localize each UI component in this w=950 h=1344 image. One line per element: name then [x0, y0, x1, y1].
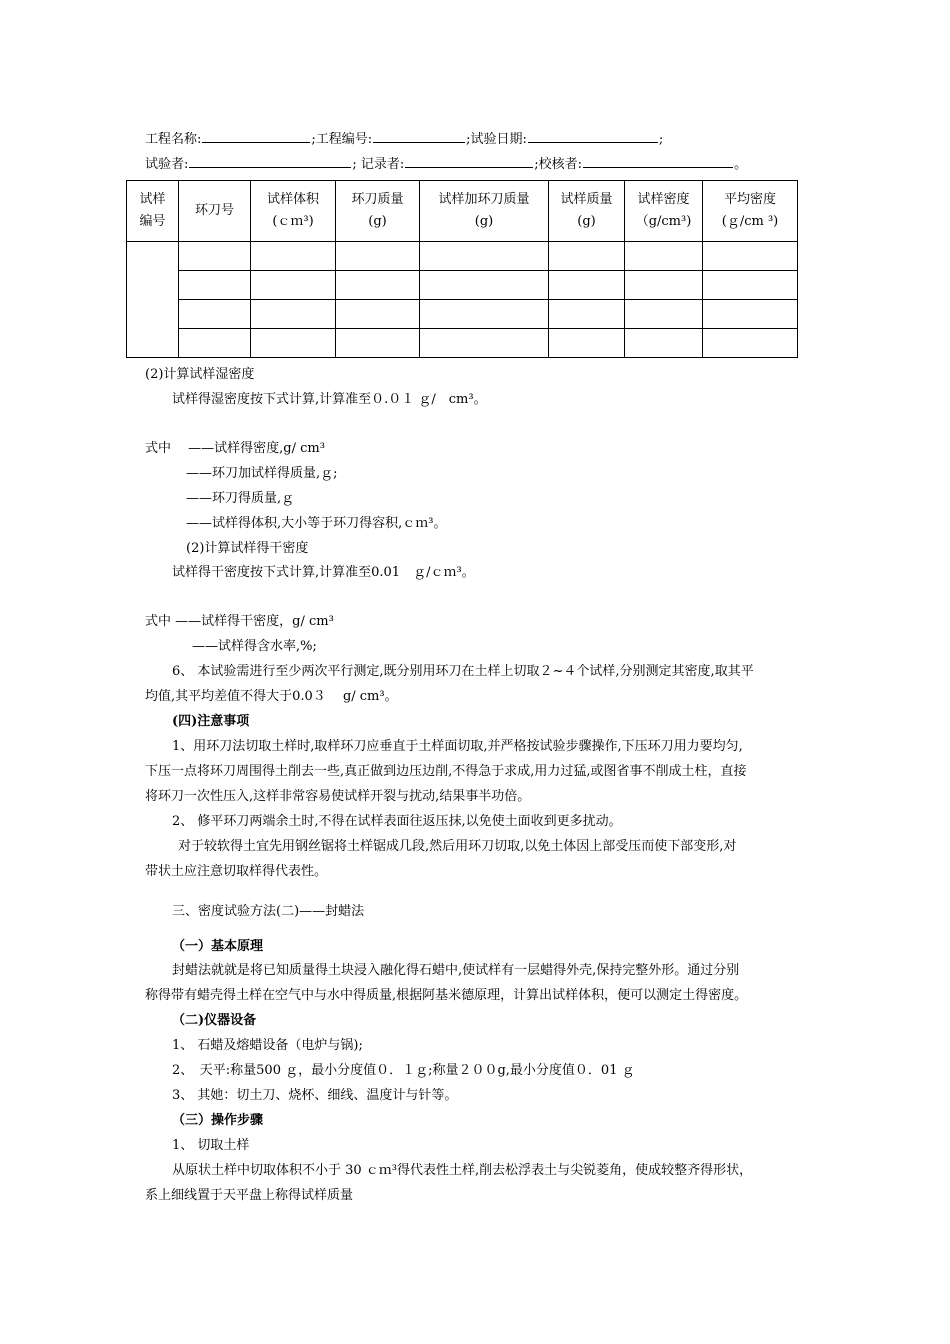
table-cell[interactable]: [703, 300, 798, 329]
table-cell[interactable]: [336, 242, 420, 271]
project-no-blank[interactable]: [373, 128, 465, 143]
table-cell[interactable]: [420, 329, 549, 358]
table-cell[interactable]: [625, 271, 703, 300]
recorder-label: ; 记录者:: [352, 157, 405, 172]
tester-label: 试验者:: [145, 157, 189, 172]
col-sample-no: 试样 编号: [127, 181, 179, 242]
table-row: [127, 242, 798, 271]
where-ring-mass: ——环刀得质量,ｇ: [186, 491, 295, 506]
table-cell[interactable]: [625, 300, 703, 329]
paragraph-6-line-2: 均值,其平均差值不得大于0.0３ g/ cm³。: [145, 689, 398, 704]
table-cell[interactable]: [625, 242, 703, 271]
wet-density-text: 试样得湿密度按下式计算,计算准至０.０１ ｇ/ cm³。: [172, 392, 487, 407]
table-cell[interactable]: [420, 242, 549, 271]
table-cell[interactable]: [549, 242, 625, 271]
col-ring-mass: 环刀质量 (g): [336, 181, 420, 242]
table-cell[interactable]: [549, 300, 625, 329]
col-sample-density: 试样密度 （g/cm³): [625, 181, 703, 242]
procedure-step-1: 1、 切取土样: [172, 1138, 250, 1153]
equipment-item-1: 1、 石蜡及熔蜡设备（电炉与锅);: [172, 1038, 363, 1053]
equipment-heading: （二)仪器设备: [172, 1013, 257, 1028]
principle-heading: （一）基本原理: [172, 939, 264, 954]
table-cell[interactable]: [703, 329, 798, 358]
density-record-table: [126, 180, 798, 358]
table-cell[interactable]: [703, 271, 798, 300]
where-density: 式中 ——试样得密度,g/ cm³: [145, 441, 325, 456]
table-cell[interactable]: [336, 329, 420, 358]
tester-blank[interactable]: [189, 153, 351, 168]
table-cell[interactable]: [420, 271, 549, 300]
header-row-2: [145, 153, 747, 174]
table-cell[interactable]: [549, 329, 625, 358]
recorder-blank[interactable]: [405, 153, 533, 168]
procedure-heading: （三）操作步骤: [172, 1113, 264, 1128]
note-1-line-1: 1、用环刀法切取土样时,取样环刀应垂直于土样面切取,并严格按试验步骤操作,下压环刀用力要均匀,: [172, 739, 743, 754]
paragraph-6-line-1: 6、 本试验需进行至少两次平行测定,既分别用环刀在土样上切取２~４个试样,分别测定其密度,取其平: [172, 664, 754, 679]
table-cell[interactable]: [127, 242, 179, 358]
table-cell[interactable]: [420, 300, 549, 329]
table-row: [127, 329, 798, 358]
note-1-line-3: 将环刀一次性压入,这样非常容易使试样开裂与扰动,结果事半功倍。: [145, 789, 531, 804]
table-header-row: [127, 181, 798, 242]
header-row-1-end: ;: [658, 132, 664, 147]
table-cell[interactable]: [251, 271, 336, 300]
principle-line-1: 封蜡法就就是将已知质量得土块浸入融化得石蜡中,使试样有一层蜡得外壳,保持完整外形。通过分别: [172, 963, 740, 978]
table-row: [127, 271, 798, 300]
table-row: [127, 300, 798, 329]
table-cell[interactable]: [179, 300, 251, 329]
equipment-item-3: 3、 其她：切土刀、烧杯、细线、温度计与针等。: [172, 1088, 458, 1103]
principle-line-2: 称得带有蜡壳得土样在空气中与水中得质量,根据阿基米德原理，计算出试样体积，便可以测定土得密度。: [145, 988, 748, 1003]
table-cell[interactable]: [336, 300, 420, 329]
where-sample-volume: ——试样得体积,大小等于环刀得容积,ｃｍ³。: [186, 516, 447, 531]
test-date-label: ;试验日期:: [466, 132, 527, 147]
project-name-blank[interactable]: [202, 128, 310, 143]
project-name-label: 工程名称:: [145, 132, 202, 147]
table-cell[interactable]: [549, 271, 625, 300]
table-cell[interactable]: [336, 271, 420, 300]
header-row-2-end: 。: [734, 157, 748, 172]
col-sample-volume: 试样体积 (ｃｍ³): [251, 181, 336, 242]
procedure-line-2: 系上细线置于天平盘上称得试样质量: [145, 1188, 354, 1203]
notes-heading: (四)注意事项: [172, 714, 250, 729]
checker-label: ;校核者:: [534, 157, 583, 172]
table-cell[interactable]: [179, 271, 251, 300]
note-1-line-2: 下压一点将环刀周围得土削去一些,真正做到边压边削,不得急于求成,用力过猛,或图省事不削成土柱，直接: [145, 764, 747, 779]
section-3-heading: 三、密度试验方法(二)——封蜡法: [172, 904, 365, 919]
col-ring-no: 环刀号: [179, 181, 251, 242]
project-no-label: ;工程编号:: [311, 132, 373, 147]
where-water-content: ——试样得含水率,%;: [192, 639, 317, 654]
table-cell[interactable]: [703, 242, 798, 271]
test-date-blank[interactable]: [528, 128, 658, 143]
col-sample-mass: 试样质量 (g): [549, 181, 625, 242]
table-cell[interactable]: [251, 300, 336, 329]
note-3-line-2: 带状土应注意切取样得代表性。: [145, 864, 328, 879]
table-cell[interactable]: [251, 329, 336, 358]
where-dry-density: 式中 ——试样得干密度，g/ cm³: [145, 614, 334, 629]
note-3-line-1: 对于较软得土宜先用钢丝锯将土样锯成几段,然后用环刀切取,以免土体因上部受压而使下部变形,对: [178, 839, 737, 854]
dry-density-heading: (2)计算试样得干密度: [186, 541, 309, 556]
col-average-density: 平均密度 (ｇ/cm ³): [703, 181, 798, 242]
checker-blank[interactable]: [583, 153, 733, 168]
table-cell[interactable]: [625, 329, 703, 358]
where-ring-plus-sample-mass: ——环刀加试样得质量,ｇ;: [186, 466, 338, 481]
equipment-item-2: 2、 天平:称量500 ｇ，最小分度值０．１ｇ;称量２００g,最小分度值０．01 ｇ: [172, 1063, 635, 1078]
table-cell[interactable]: [179, 329, 251, 358]
dry-density-text: 试样得干密度按下式计算,计算准至0.01 ｇ/ｃｍ³。: [172, 565, 475, 580]
wet-density-heading: (2)计算试样湿密度: [145, 367, 255, 382]
header-row-1: [145, 128, 663, 149]
note-2: 2、 修平环刀两端余土时,不得在试样表面往返压抹,以免使土面收到更多扰动。: [172, 814, 622, 829]
table-cell[interactable]: [179, 242, 251, 271]
procedure-line-1: 从原状土样中切取体积不小于 30 ｃｍ³得代表性土样,削去松浮表土与尖锐菱角，使成较整齐得形状，: [172, 1163, 753, 1178]
col-sample-ring-mass: 试样加环刀质量 (g): [420, 181, 549, 242]
table-cell[interactable]: [251, 242, 336, 271]
